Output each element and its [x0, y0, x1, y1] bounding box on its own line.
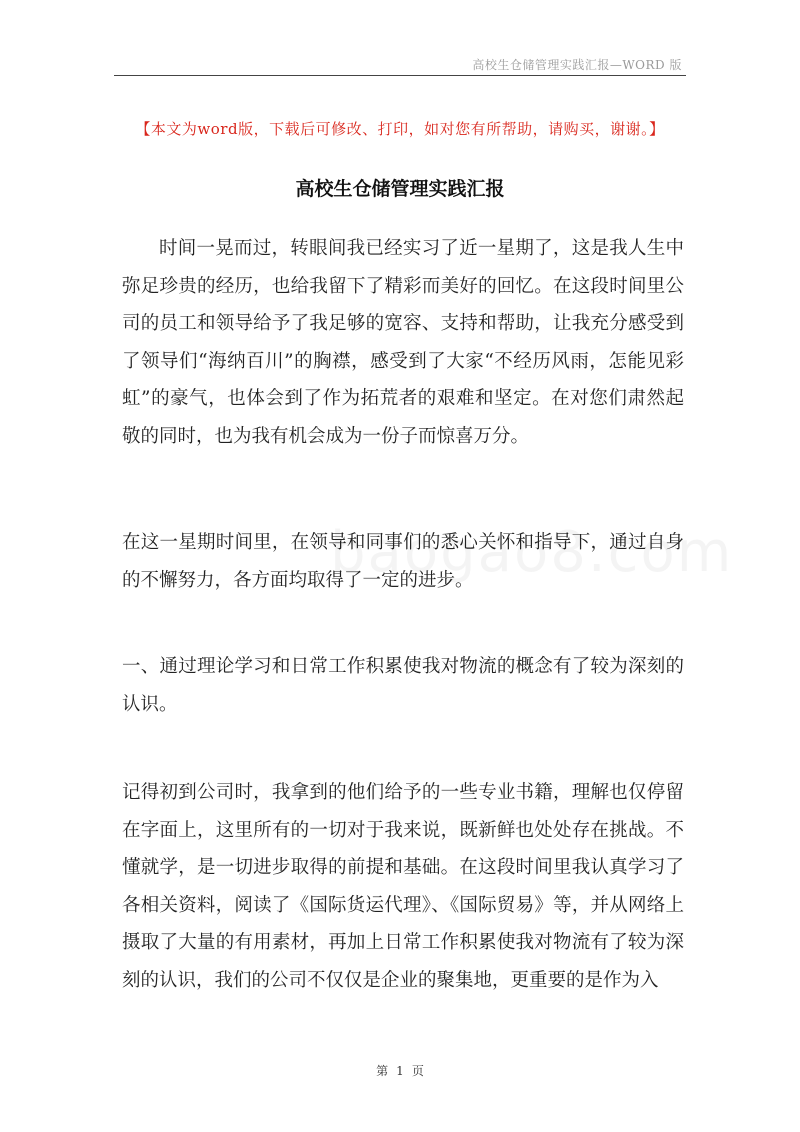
document-title: 高校生仓储管理实践汇报	[295, 178, 505, 200]
body-paragraph-1: 时间一晃而过，转眼间我已经实习了近一星期了，这是我人生中弥足珍贵的经历，也给我留下了精彩而美好的回忆。在这段时间里公司的员工和领导给予了我足够的宽容、支持和帮助，让我充分感受到了领导们“海纳百川”的胸襟，感受到了大家“不经历风雨，怎能见彩虹”的豪气，也体会到了作为拓荒者的艰难和坚定。在对您们肃然起敬的同时，也为我有机会成为一份子而惊喜万分。	[122, 238, 684, 447]
page-number-prefix: 第	[376, 1064, 389, 1078]
page-footer	[0, 1062, 800, 1079]
page-number: 1	[396, 1064, 404, 1078]
page-number-suffix: 页	[411, 1064, 424, 1078]
section-heading-1: 一、通过理论学习和日常工作积累使我对物流的概念有了较为深刻的认识。	[122, 656, 684, 715]
body-paragraph-2: 在这一星期时间里，在领导和同事们的悉心关怀和指导下，通过自身的不懈努力，各方面均取得了一定的进步。	[122, 532, 684, 591]
running-header: 高校生仓储管理实践汇报—WORD 版	[472, 58, 682, 72]
download-notice: 【本文为word版，下载后可修改、打印，如对您有所帮助，请购买，谢谢。】	[135, 120, 665, 138]
header-divider	[114, 75, 686, 76]
body-paragraph-3: 记得初到公司时，我拿到的他们给予的一些专业书籍，理解也仅停留在字面上，这里所有的一切对于我来说，既新鲜也处处存在挑战。不懂就学，是一切进步取得的前提和基础。在这段时间里我认真学习了各相关资料，阅读了《国际货运代理》、《国际贸易》等，并从网络上摄取了大量的有用素材，再加上日常工作积累使我对物流有了较为深刻的认识，我们的公司不仅仅是企业的聚集地，更重要的是作为入	[122, 782, 684, 991]
